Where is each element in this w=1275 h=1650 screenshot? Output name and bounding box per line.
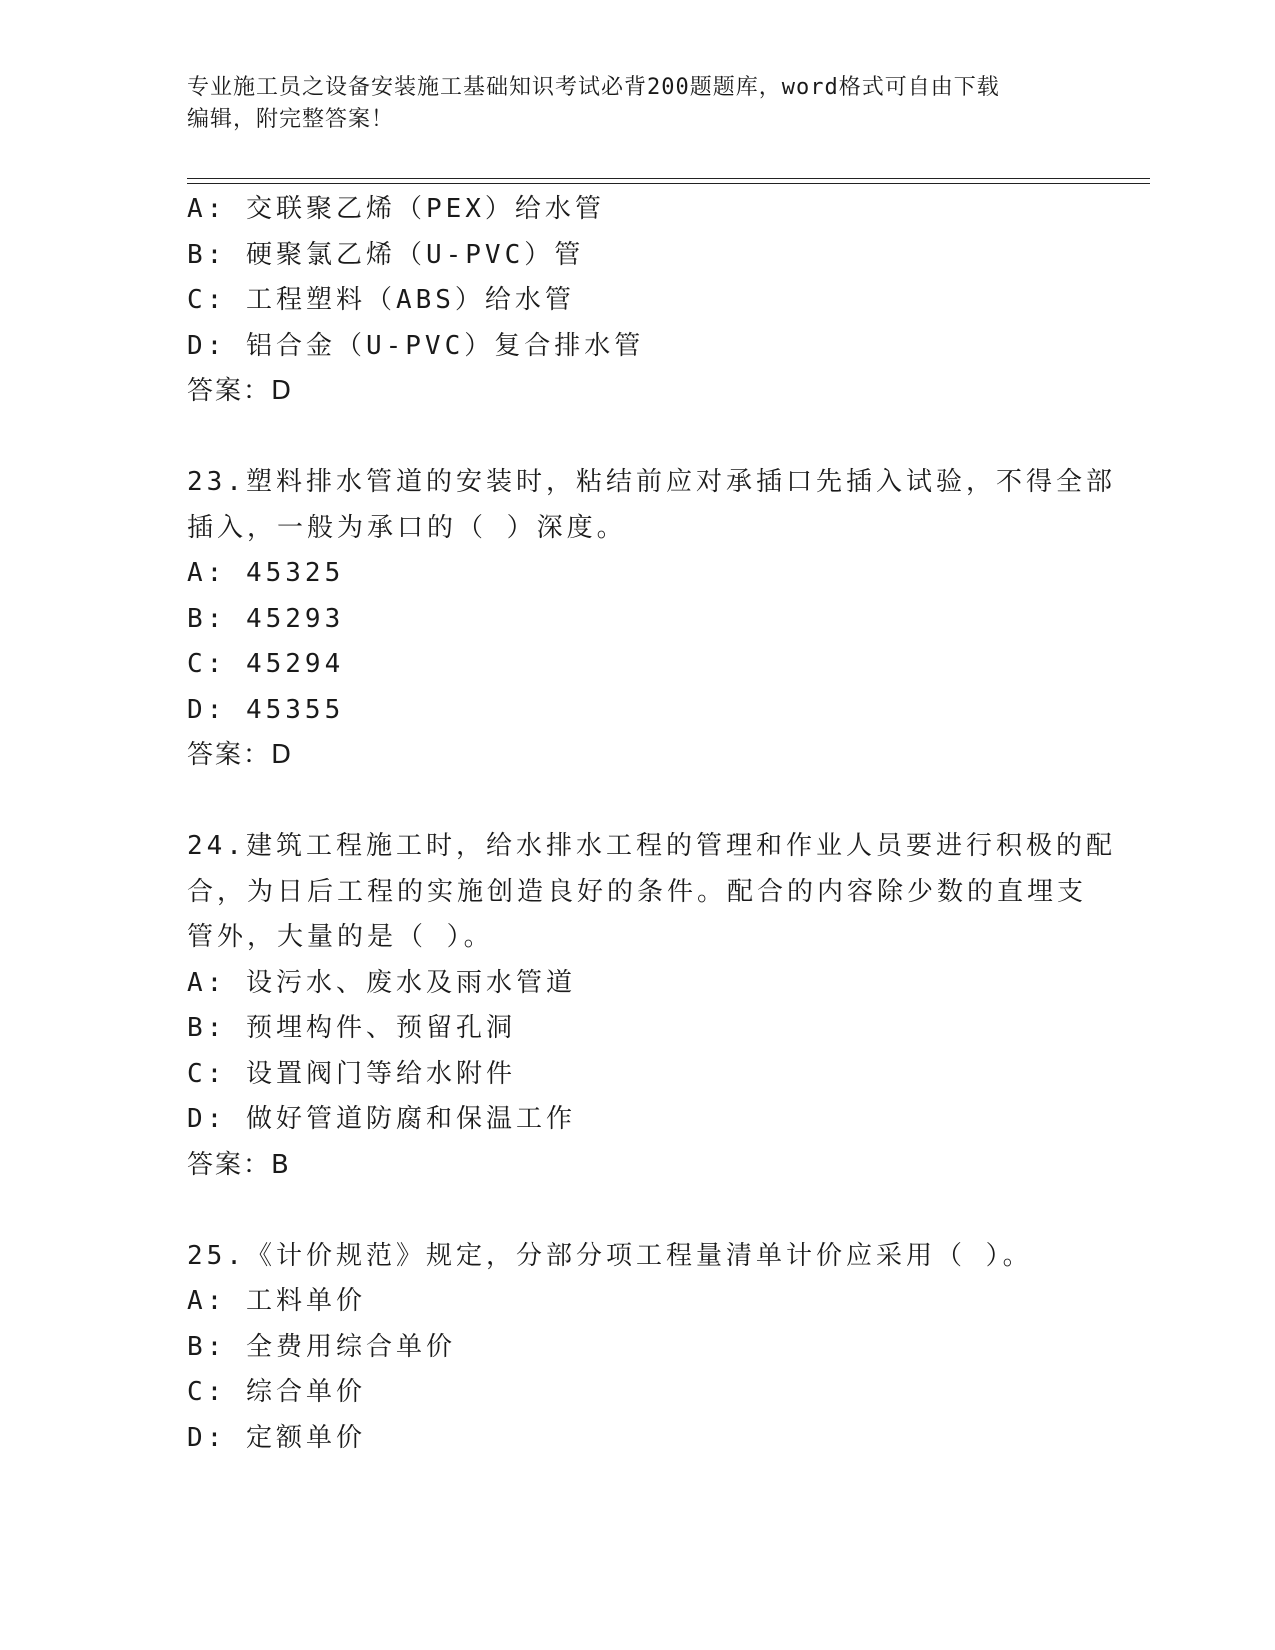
option-d: D: 定额单价 bbox=[187, 1422, 366, 1453]
question-stem-line: 管外，大量的是（ ）。 bbox=[187, 922, 494, 952]
answer-text: 答案：B bbox=[187, 1149, 291, 1180]
option-a: A: 交联聚乙烯（PEX）给水管 bbox=[187, 194, 605, 224]
question-25-block bbox=[187, 1234, 1087, 1462]
option-b: B: 45293 bbox=[187, 603, 345, 634]
question-stem-line: 合，为日后工程的实施创造良好的条件。配合的内容除少数的直埋支 bbox=[187, 876, 1088, 907]
option-c: C: 45294 bbox=[187, 649, 345, 679]
answer-text: 答案：D bbox=[187, 376, 294, 406]
document-header bbox=[187, 72, 1067, 136]
spacer bbox=[187, 779, 1087, 825]
header-divider-top bbox=[187, 178, 1150, 179]
question-stem-line: 23.塑料排水管道的安装时，粘结前应对承插口先插入试验，不得全部 bbox=[187, 467, 1116, 497]
option-a: A: 设污水、废水及雨水管道 bbox=[187, 967, 576, 998]
question-22-block bbox=[187, 187, 1087, 415]
option-d: D: 45355 bbox=[187, 694, 345, 725]
option-d: D: 做好管道防腐和保温工作 bbox=[187, 1104, 576, 1134]
option-b: B: 预埋构件、预留孔洞 bbox=[187, 1013, 516, 1043]
question-stem-line: 24.建筑工程施工时，给水排水工程的管理和作业人员要进行积极的配 bbox=[187, 831, 1116, 861]
option-b: B: 硬聚氯乙烯（U-PVC）管 bbox=[187, 239, 585, 270]
option-a: A: 工料单价 bbox=[187, 1286, 366, 1316]
question-list bbox=[187, 187, 1116, 1461]
question-stem-line: 插入，一般为承口的（ ）深度。 bbox=[187, 512, 627, 543]
option-c: C: 工程塑料（ABS）给水管 bbox=[187, 285, 575, 315]
option-a: A: 45325 bbox=[187, 558, 345, 588]
option-c: C: 综合单价 bbox=[187, 1377, 366, 1407]
header-title-line-1: 专业施工员之设备安装施工基础知识考试必背200题题库，word格式可自由下载 bbox=[187, 75, 1000, 100]
header-divider-bottom bbox=[187, 183, 1150, 184]
option-d: D: 铝合金（U-PVC）复合排水管 bbox=[187, 330, 645, 361]
question-23-block bbox=[187, 460, 1116, 779]
answer-text: 答案：D bbox=[187, 740, 294, 770]
option-c: C: 设置阀门等给水附件 bbox=[187, 1058, 516, 1089]
spacer bbox=[187, 415, 1087, 461]
option-b: B: 全费用综合单价 bbox=[187, 1331, 456, 1362]
question-24-block bbox=[187, 824, 1116, 1188]
spacer bbox=[187, 1188, 1087, 1234]
header-title-line-2: 编辑，附完整答案！ bbox=[187, 107, 395, 132]
question-stem-line: 25.《计价规范》规定，分部分项工程量清单计价应采用（ ）。 bbox=[187, 1240, 1033, 1271]
